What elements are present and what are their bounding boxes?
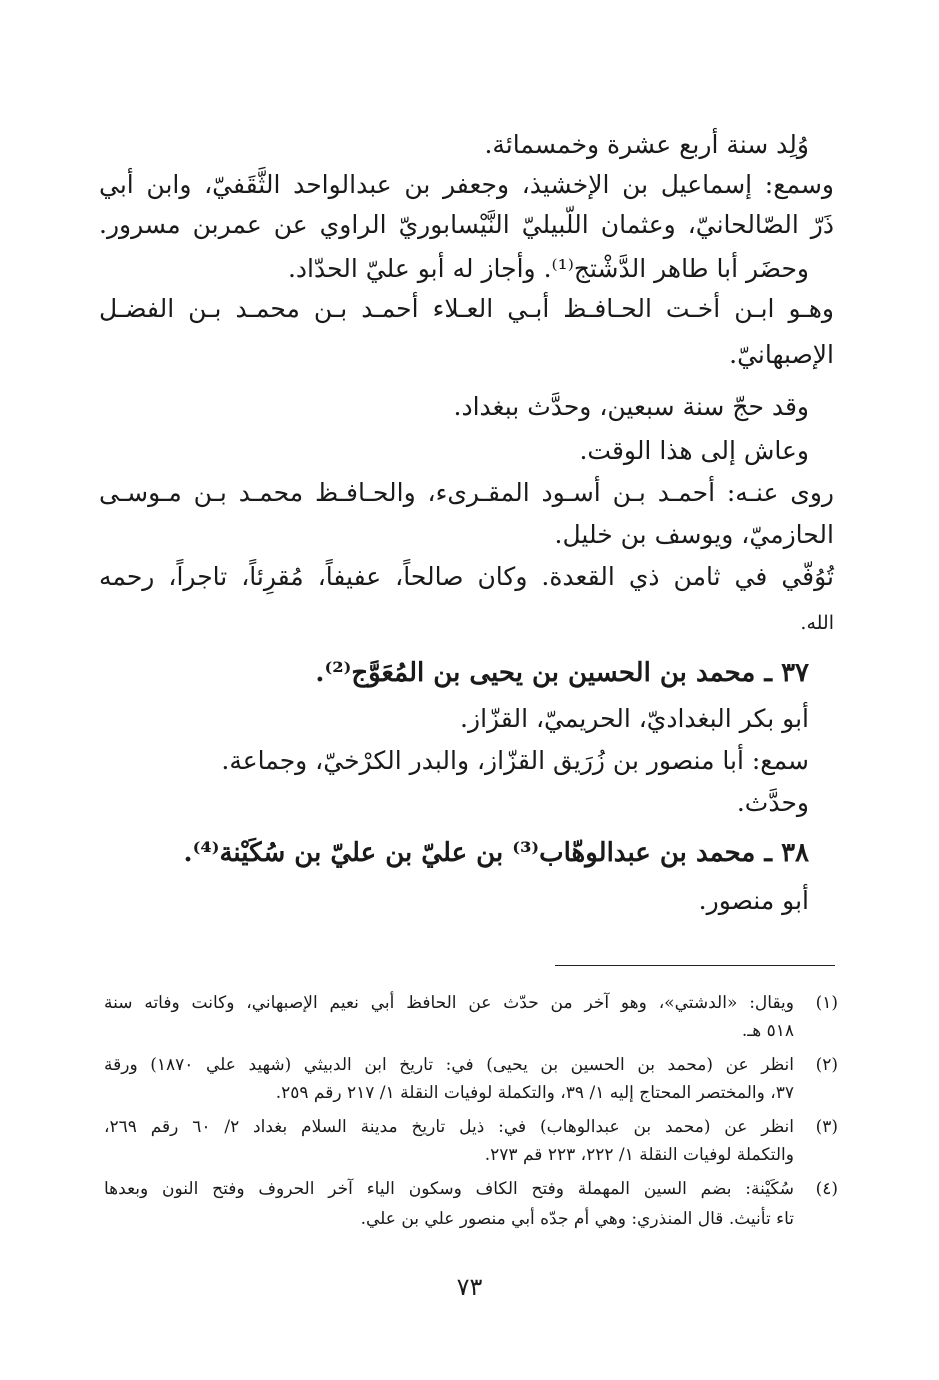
footnote-number: (١) bbox=[815, 993, 838, 1013]
body-line: الله. bbox=[800, 612, 834, 634]
footnote-line: تاء تأنيث. قال المنذري: وهي أم جدّه أبي منصور علي بن علي. bbox=[360, 1209, 794, 1229]
body-line: ذَرّ الصّالحانيّ، وعثمان اللّبيليّ النَّيْسابوريّ الراوي عن عمربن مسرور. bbox=[99, 210, 834, 239]
footnote-separator bbox=[555, 965, 835, 966]
footnote-line: والتكملة لوفيات النقلة ١/ ٢٢٢، ٢٢٣ قم ٢٧٣. bbox=[484, 1145, 794, 1165]
footnote-line: ويقال: «الدشتي»، وهو آخر من حدّث عن الحافظ أبي نعيم الإصبهاني، وكانت وفاته سنة bbox=[104, 993, 794, 1013]
footnote-line: ٣٧، والمختصر المحتاج إليه ١/ ٣٩، والتكملة لوفيات النقلة ١/ ٢١٧ رقم ٢٥٩. bbox=[275, 1083, 794, 1103]
body-line: وحدَّث. bbox=[736, 788, 809, 817]
body-line: أبو بكر البغداديّ، الحريميّ، القزّاز. bbox=[460, 704, 809, 733]
body-line: وهـو ابـن أخـت الحـافـظ أبـي العـلاء أحمـد بـن محمـد بـن الفضـل bbox=[99, 294, 834, 323]
body-line: الحازميّ، ويوسف بن خليل. bbox=[554, 520, 834, 549]
footnote-line: انظر عن (محمد بن الحسين بن يحيى) في: تاريخ ابن الدبيثي (شهيد علي ١٨٧٠) ورقة bbox=[104, 1055, 795, 1075]
body-line: وسمع: إسماعيل بن الإخشيذ، وجعفر بن عبدالواحد الثَّقَفيّ، وابن أبي bbox=[99, 170, 834, 199]
footnote-line: ٥١٨ هـ. bbox=[741, 1021, 794, 1041]
footnote-number: (٣) bbox=[815, 1117, 838, 1137]
body-line: وحضَر أبا طاهر الدَّشْتج⁽¹⁾. وأجاز له أبو عليّ الحدّاد. bbox=[287, 254, 809, 283]
body-line: الإصبهانيّ. bbox=[729, 340, 834, 369]
body-line: سمع: أبا منصور بن زُرَيق القزّاز، والبدر الكرْخيّ، وجماعة. bbox=[221, 746, 809, 775]
body-line: أبو منصور. bbox=[698, 886, 809, 915]
footnote-line: انظر عن (محمد بن عبدالوهاب) في: ذيل تاريخ مدينة السلام بغداد ٢/ ٦٠ رقم ٢٦٩، bbox=[104, 1117, 794, 1137]
footnote-number: (٤) bbox=[815, 1179, 838, 1199]
page-number: ٧٣ bbox=[456, 1273, 483, 1301]
body-line: وُلِد سنة أربع عشرة وخمسمائة. bbox=[484, 130, 809, 159]
entry-heading-37: ٣٧ ـ محمد بن الحسين بن يحيى بن المُعَوَّج⁽²⁾. bbox=[315, 658, 809, 688]
body-line: وعاش إلى هذا الوقت. bbox=[579, 436, 809, 465]
footnote-number: (٢) bbox=[815, 1055, 838, 1075]
body-line: وقد حجّ سنة سبعين، وحدَّث ببغداد. bbox=[453, 392, 809, 421]
body-line: روى عنـه: أحمـد بـن أسـود المقـرىء، والحـافـظ محمـد بـن مـوسـى bbox=[99, 478, 834, 507]
body-line: تُوُفّي في ثامن ذي القعدة. وكان صالحاً، عفيفاً، مُقرِئاً، تاجراً، رحمه bbox=[99, 562, 834, 591]
footnote-line: سُكَيْنة: بضم السين المهملة وفتح الكاف وسكون الياء آخر الحروف وفتح النون وبعدها bbox=[104, 1179, 794, 1199]
entry-heading-38: ٣٨ ـ محمد بن عبدالوهّاب⁽³⁾ بن عليّ بن عليّ بن سُكَيْنة⁽⁴⁾. bbox=[183, 838, 809, 868]
